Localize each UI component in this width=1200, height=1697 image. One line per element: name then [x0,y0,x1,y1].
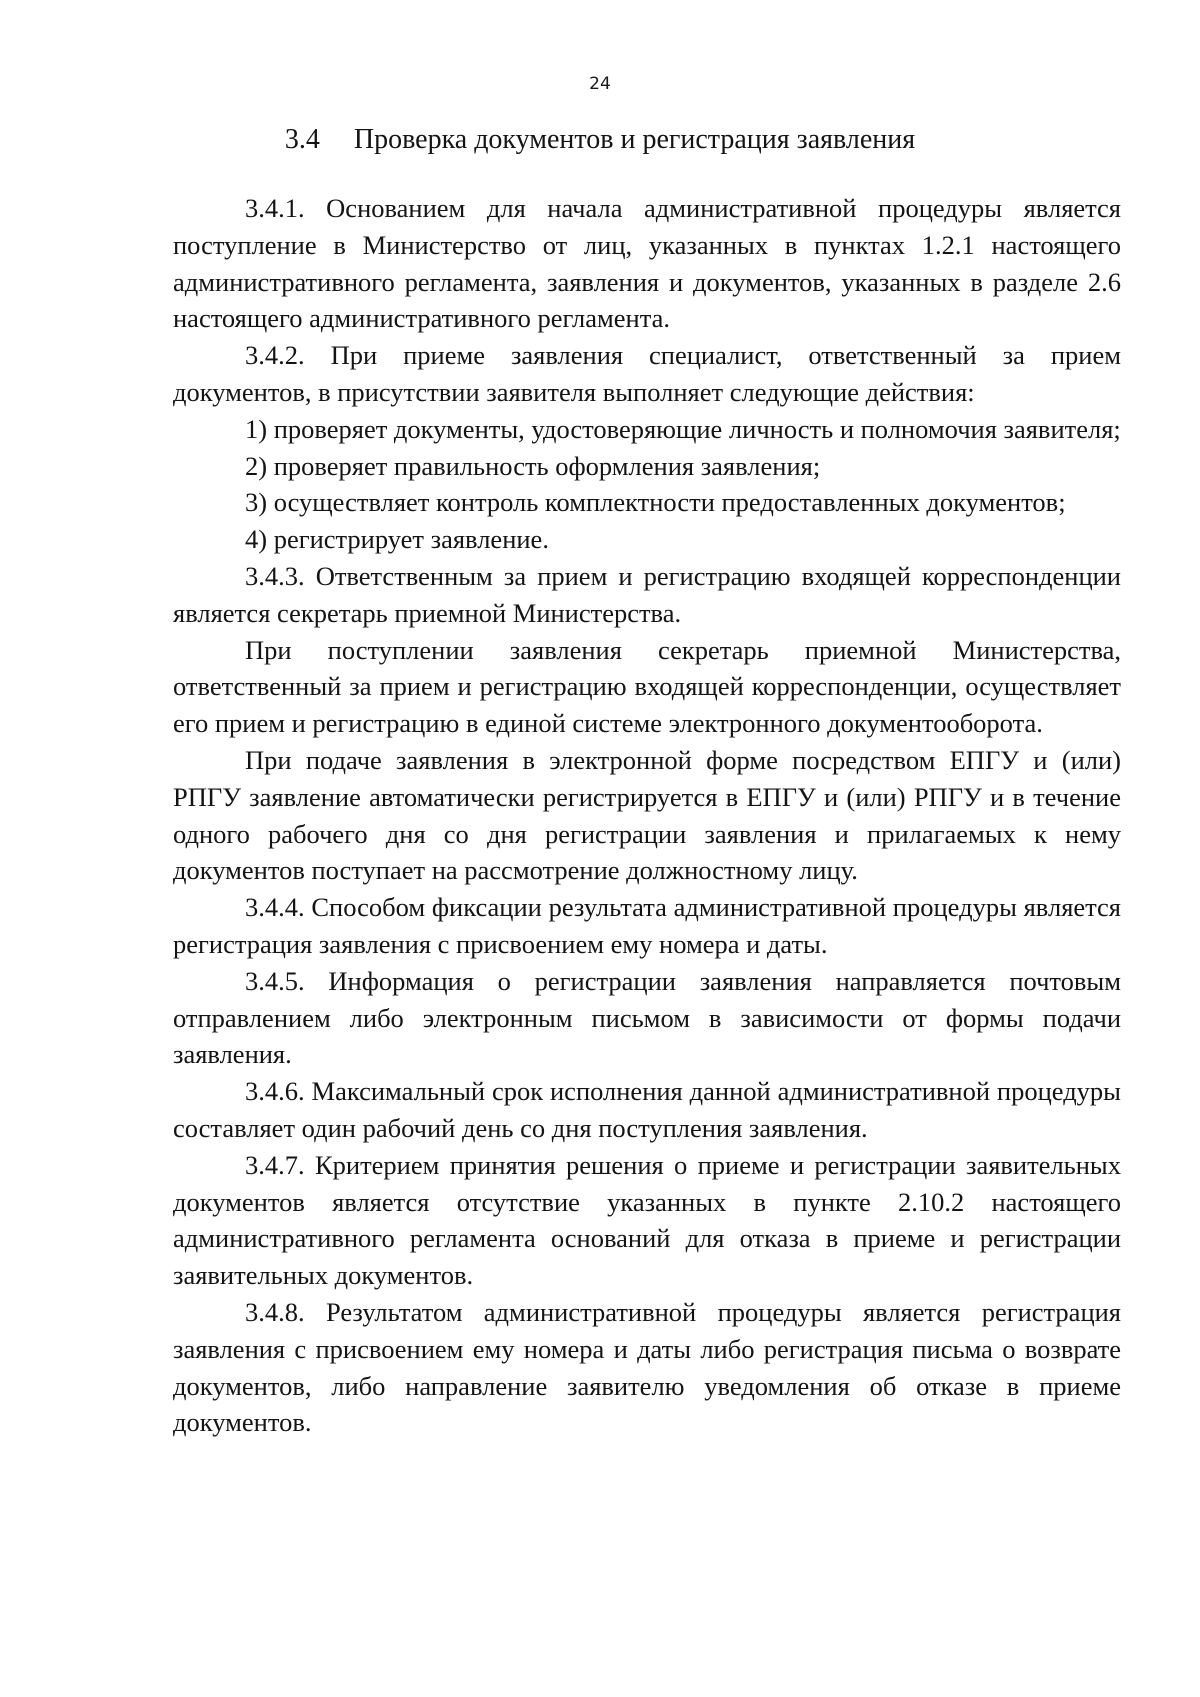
paragraph-3-4-3: 3.4.3. Ответственным за прием и регистрацию входящей корреспонденции является секретарь приемной Министерства. [173,560,1121,628]
paragraph-secretary-registration: При поступлении заявления секретарь приемной Министерства, ответственный за прием и регистрацию входящей корреспонденции, осуществляет его прием и регистрацию в единой системе электронного документооборота. [173,634,1121,739]
page-number: 24 [589,74,611,94]
section-number: 3.4 [284,124,320,155]
paragraph-3-4-4: 3.4.4. Способом фиксации результата административной процедуры является регистрация заявления с присвоением ему номера и даты. [173,892,1121,959]
document-body [173,190,1121,1441]
list-item-1: 1) проверяет документы, удостоверяющие личность и полномочия заявителя; [245,413,1121,444]
list-item-4: 4) регистрирует заявление. [245,524,549,555]
paragraph-3-4-2: 3.4.2. При приеме заявления специалист, ответственный за прием документов, в присутствии заявителя выполняет следующие действия: [173,340,1121,407]
paragraph-3-4-7: 3.4.7. Критерием принятия решения о приеме и регистрации заявительных документов является отсутствие указанных в пункте 2.10.2 настоящего административного регламента оснований для отказа в приеме и регистрации заявительных документов. [173,1149,1121,1291]
paragraph-3-4-5: 3.4.5. Информация о регистрации заявления направляется почтовым отправлением либо электронным письмом в зависимости от формы подачи заявления. [173,965,1121,1070]
section-title: Проверка документов и регистрация заявления [353,124,916,155]
paragraph-3-4-1: 3.4.1. Основанием для начала административной процедуры является поступление в Министерство от лиц, указанных в пунктах 1.2.1 настоящего административного регламента, заявления и документов, указанных в разделе 2.6 настоящего административного регламента. [173,193,1121,334]
paragraph-3-4-6: 3.4.6. Максимальный срок исполнения данной административной процедуры составляет один рабочий день со дня поступления заявления. [173,1076,1121,1143]
paragraph-3-4-8: 3.4.8. Результатом административной процедуры является регистрация заявления с присвоением ему номера и даты либо регистрация письма о возврате документов, либо направление заявителю уведомления об отказе в приеме документов. [173,1296,1121,1438]
section-heading [0,124,1200,156]
list-item-3: 3) осуществляет контроль комплектности предоставленных документов; [245,487,1066,518]
paragraph-electronic-submission: При подаче заявления в электронной форме посредством ЕПГУ и (или) РПГУ заявление автоматически регистрируется в ЕПГУ и (или) РПГУ и в течение одного рабочего дня со дня регистрации заявления и прилагаемых к нему документов поступает на рассмотрение должностному лицу. [173,744,1121,886]
list-item-2: 2) проверяет правильность оформления заявления; [245,450,821,481]
